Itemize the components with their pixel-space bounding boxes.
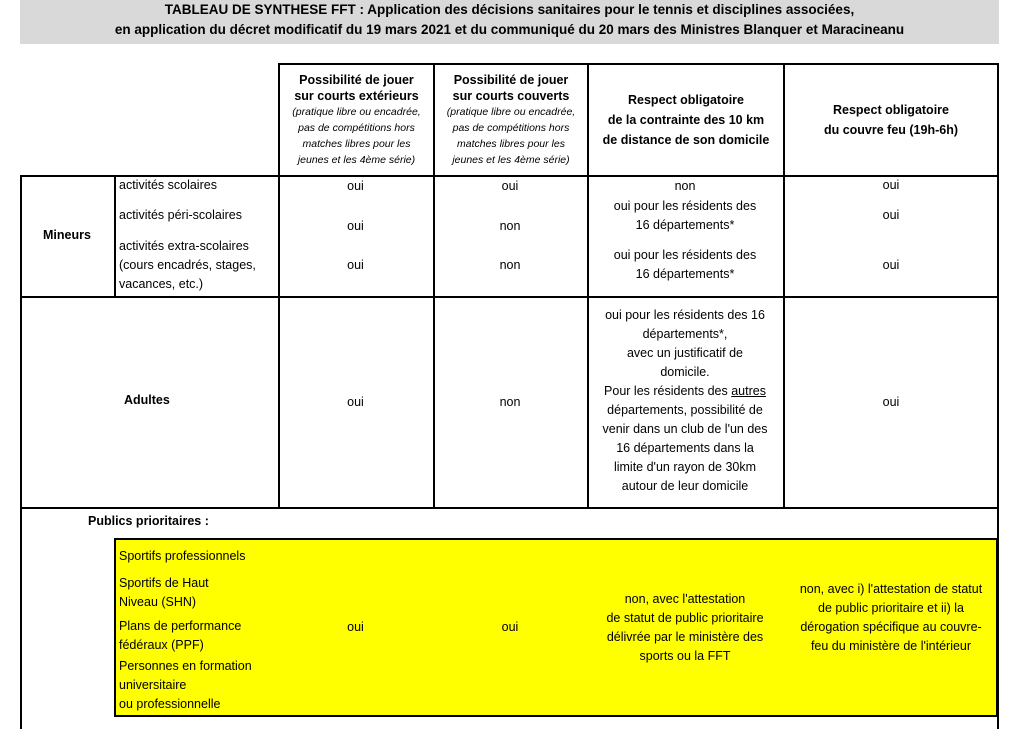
mineurs-periscolaires-10km: oui pour les résidents des 16 départements* <box>613 199 757 232</box>
mineurs-periscolaires-curfew: oui <box>882 208 900 222</box>
activity-peri-scolaires: activités péri-scolaires <box>119 208 242 222</box>
mineurs-scolaires-indoor: oui <box>501 179 519 193</box>
header-outdoor-note: (pratique libre ou encadrée, pas de compétitions hors matches libres pour les jeunes et les 4ème série) <box>292 106 421 166</box>
activity-scolaires: activités scolaires <box>119 178 217 192</box>
mineurs-scolaires-10km: non <box>674 179 696 193</box>
adultes-curfew: oui <box>882 395 900 409</box>
header-indoor-courts <box>433 63 587 175</box>
mineurs-label: Mineurs <box>43 228 91 242</box>
prioritaires-10km: non, avec l'attestation de statut de public prioritaire délivrée par le ministère des sports ou la FFT <box>606 592 764 663</box>
prioritaires-label: Publics prioritaires : <box>88 514 209 528</box>
mineurs-scolaires-outdoor: oui <box>347 179 364 193</box>
prioritaires-curfew: non, avec i) l'attestation de statut de public prioritaire et ii) la dérogation spécifique au couvre- feu du ministère de l'intérieur <box>799 582 983 653</box>
header-indoor-title: Possibilité de jouer sur courts couverts <box>452 73 570 103</box>
adultes-label: Adultes <box>124 393 170 407</box>
prioritaire-shn: Sportifs de Haut Niveau (SHN) <box>119 576 209 609</box>
title-line-2: en application du décret modificatif du 19 mars 2021 et du communiqué du 20 mars des Ministres Blanquer et Maracineanu <box>114 22 905 37</box>
mineurs-scolaires-curfew: oui <box>882 178 900 192</box>
prioritaire-sportifs-pro: Sportifs professionnels <box>119 549 246 563</box>
document-title <box>20 0 999 44</box>
header-outdoor-courts <box>278 63 433 175</box>
title-line-1: TABLEAU DE SYNTHESE FFT : Application des décisions sanitaires pour le tennis et disciplines associées, <box>164 2 855 17</box>
activity-extra-scolaires: activités extra-scolaires (cours encadrés, stages, vacances, etc.) <box>119 239 256 291</box>
prioritaires-indoor: oui <box>501 620 519 634</box>
header-outdoor-title: Possibilité de jouer sur courts extérieurs <box>294 73 419 103</box>
adultes-outdoor: oui <box>347 395 364 409</box>
adultes-10km: oui pour les résidents des 16 départements*, avec un justificatif de domicile. Pour les résidents des autres départements, possibilité de venir dans un club de l'un des 16 départements dans la limite d'un rayon de 30km autour de leur domicile <box>602 308 768 493</box>
header-curfew: Respect obligatoire du couvre feu (19h-6h) <box>783 63 999 175</box>
mineurs-extrascolaires-10km: oui pour les résidents des 16 départements* <box>613 248 757 281</box>
prioritaires-outdoor: oui <box>347 620 364 634</box>
mineurs-extrascolaires-curfew: oui <box>882 258 900 272</box>
mineurs-periscolaires-indoor: non <box>499 219 521 233</box>
mineurs-periscolaires-outdoor: oui <box>347 219 364 233</box>
prioritaire-ppf: Plans de performance fédéraux (PPF) <box>119 619 242 652</box>
mineurs-extrascolaires-indoor: non <box>499 258 521 272</box>
prioritaire-formation: Personnes en formation universitaire ou professionnelle <box>119 659 252 711</box>
header-10km-rule: Respect obligatoire de la contrainte des 10 km de distance de son domicile <box>587 63 783 175</box>
header-indoor-note: (pratique libre ou encadrée, pas de compétitions hors matches libres pour les jeunes et les 4ème série) <box>446 106 576 166</box>
adultes-indoor: non <box>499 395 521 409</box>
mineurs-extrascolaires-outdoor: oui <box>347 258 364 272</box>
